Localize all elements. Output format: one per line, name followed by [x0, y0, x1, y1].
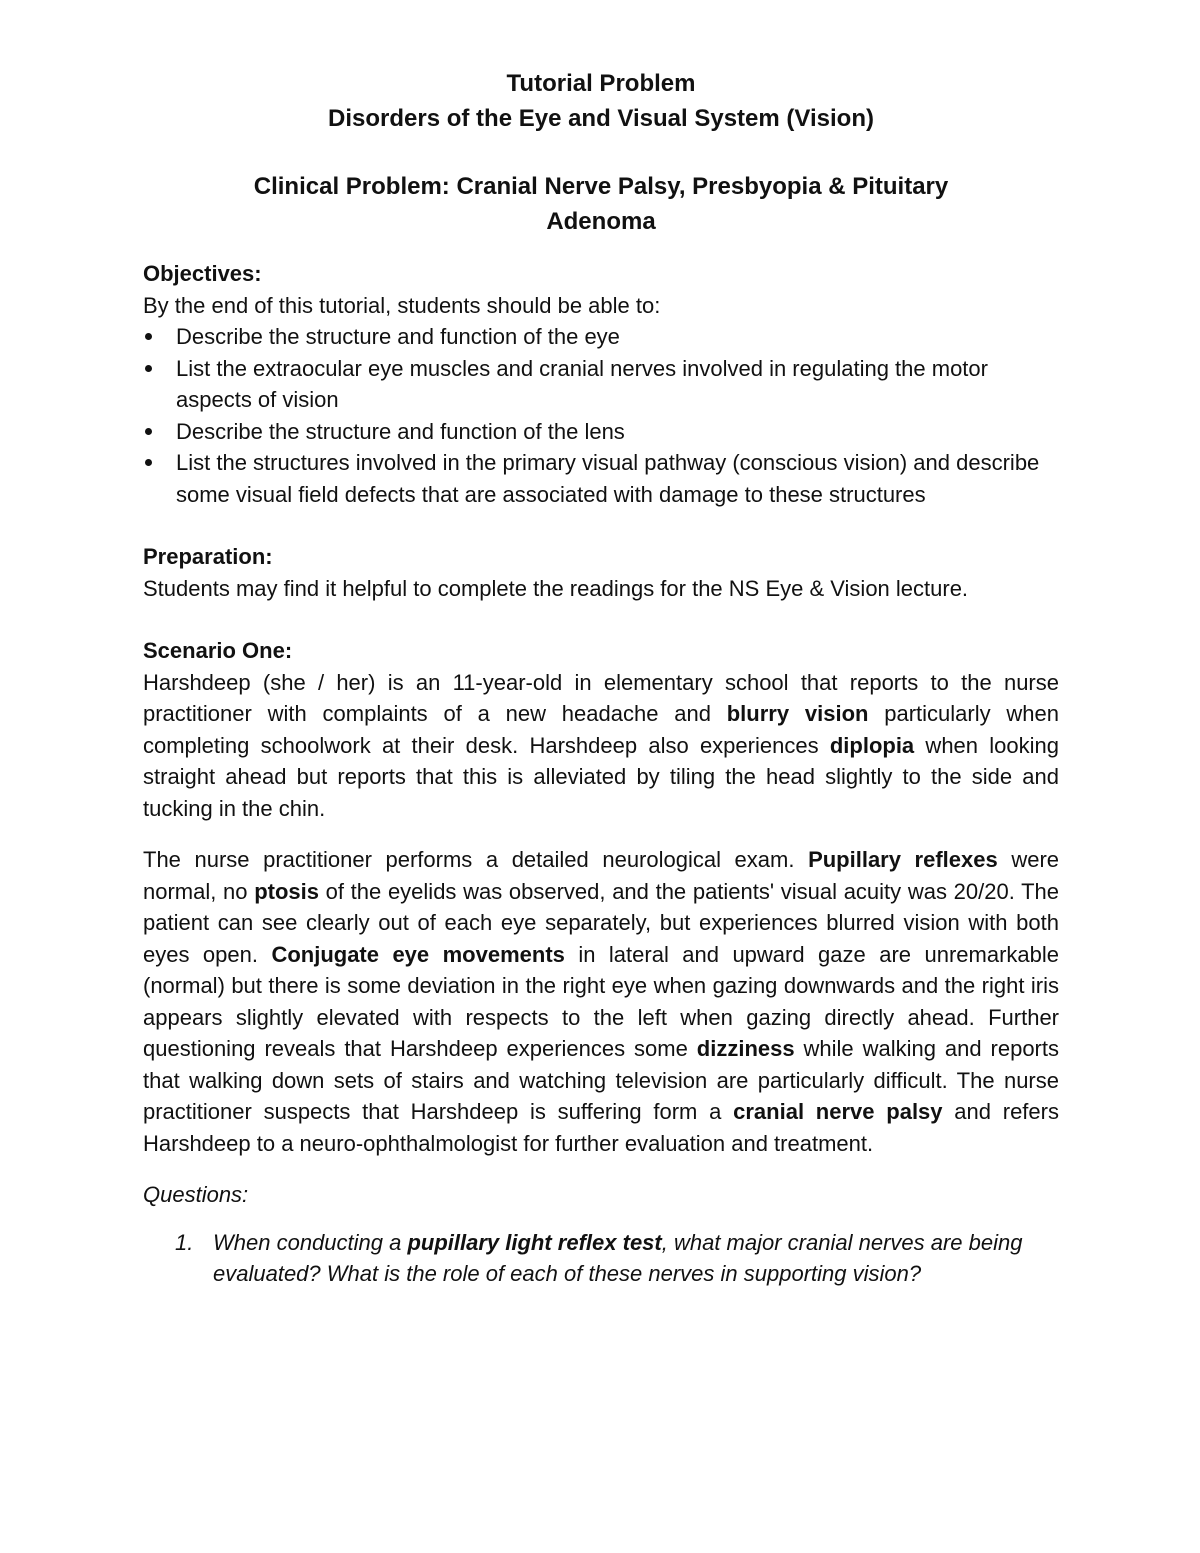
title-line-2: Disorders of the Eye and Visual System (Vision) [328, 105, 874, 132]
questions-section [143, 1179, 1059, 1290]
page-title [143, 66, 1059, 136]
preparation-section [143, 541, 1059, 604]
objectives-list [143, 321, 1059, 510]
scenario-paragraph-1: Harshdeep (she / her) is an 11-year-old in elementary school that reports to the nurse practitioner with complaints of a new headache and blurry vision particularly when completing schoolwork at their desk. Harshdeep also experiences diplopia when looking straight ahead but reports that this is alleviated by tiling the head slightly to the side and tucking in the chin. [143, 669, 1059, 821]
scenario-paragraph-2: The nurse practitioner performs a detailed neurological exam. Pupillary reflexes were normal, no ptosis of the eyelids was observed, and the patients' visual acuity was 20/20. The patient can see clearly out of each eye separately, but experiences blurred vision with both eyes open. Conjugate eye movements in lateral and upward gaze are unremarkable (normal) but there is some deviation in the right eye when gazing downwards and the right iris appears slightly elevated with respects to the left when gazing directly ahead. Further questioning reveals that Harshdeep experiences some dizziness while walking and reports that walking down sets of stairs and watching television are particularly difficult. The nurse practitioner suspects that Harshdeep is suffering form a cranial nerve palsy and refers Harshdeep to a neuro-ophthalmologist for further evaluation and treatment. [143, 847, 1060, 1156]
term-diplopia: diplopia [829, 732, 915, 758]
bullet-icon [143, 353, 153, 385]
document-page [143, 66, 1059, 1290]
term-pupillary-reflexes: Pupillary reflexes [808, 847, 998, 872]
objectives-heading: Objectives: [143, 261, 262, 286]
preparation-heading: Preparation: [143, 544, 273, 569]
title-line-1: Tutorial Problem [506, 70, 696, 97]
term-dizziness: dizziness [696, 1036, 795, 1061]
objectives-intro: By the end of this tutorial, students should be able to: [143, 292, 661, 318]
clinical-line-1: Clinical Problem: Cranial Nerve Palsy, Presbyopia & Pituitary [253, 173, 949, 200]
objective-item: List the extraocular eye muscles and cranial nerves involved in regulating the motor aspects of vision [143, 353, 1059, 416]
objective-item: Describe the structure and function of the eye [143, 321, 1059, 353]
term-ptosis: ptosis [254, 878, 319, 904]
bullet-icon [143, 321, 153, 353]
preparation-text: Students may find it helpful to complete the readings for the NS Eye & Vision lecture. [143, 575, 969, 601]
clinical-problem-title [143, 169, 1059, 239]
objective-item: List the structures involved in the primary visual pathway (conscious vision) and describe some visual field defects that are associated with damage to these structures [143, 447, 1059, 510]
term-conjugate-eye-movements: Conjugate eye movements [271, 941, 565, 967]
objective-item: Describe the structure and function of the lens [143, 416, 1059, 448]
term-cranial-nerve-palsy: cranial nerve palsy [733, 1099, 943, 1124]
scenario-section [143, 635, 1059, 1159]
bullet-icon [143, 416, 153, 448]
question-item: 1. When conducting a pupillary light reflex test, what major cranial nerves are being evaluated? What is the role of each of these nerves in supporting vision? [175, 1229, 1023, 1286]
term-pupillary-light-reflex-test: pupillary light reflex test [407, 1229, 662, 1255]
scenario-heading: Scenario One: [143, 638, 293, 663]
objectives-section [143, 258, 1059, 510]
questions-heading: Questions: [143, 1182, 249, 1207]
questions-list [143, 1227, 1059, 1290]
bullet-icon [143, 447, 153, 479]
term-blurry-vision: blurry vision [726, 701, 869, 726]
clinical-line-2: Adenoma [546, 208, 656, 235]
